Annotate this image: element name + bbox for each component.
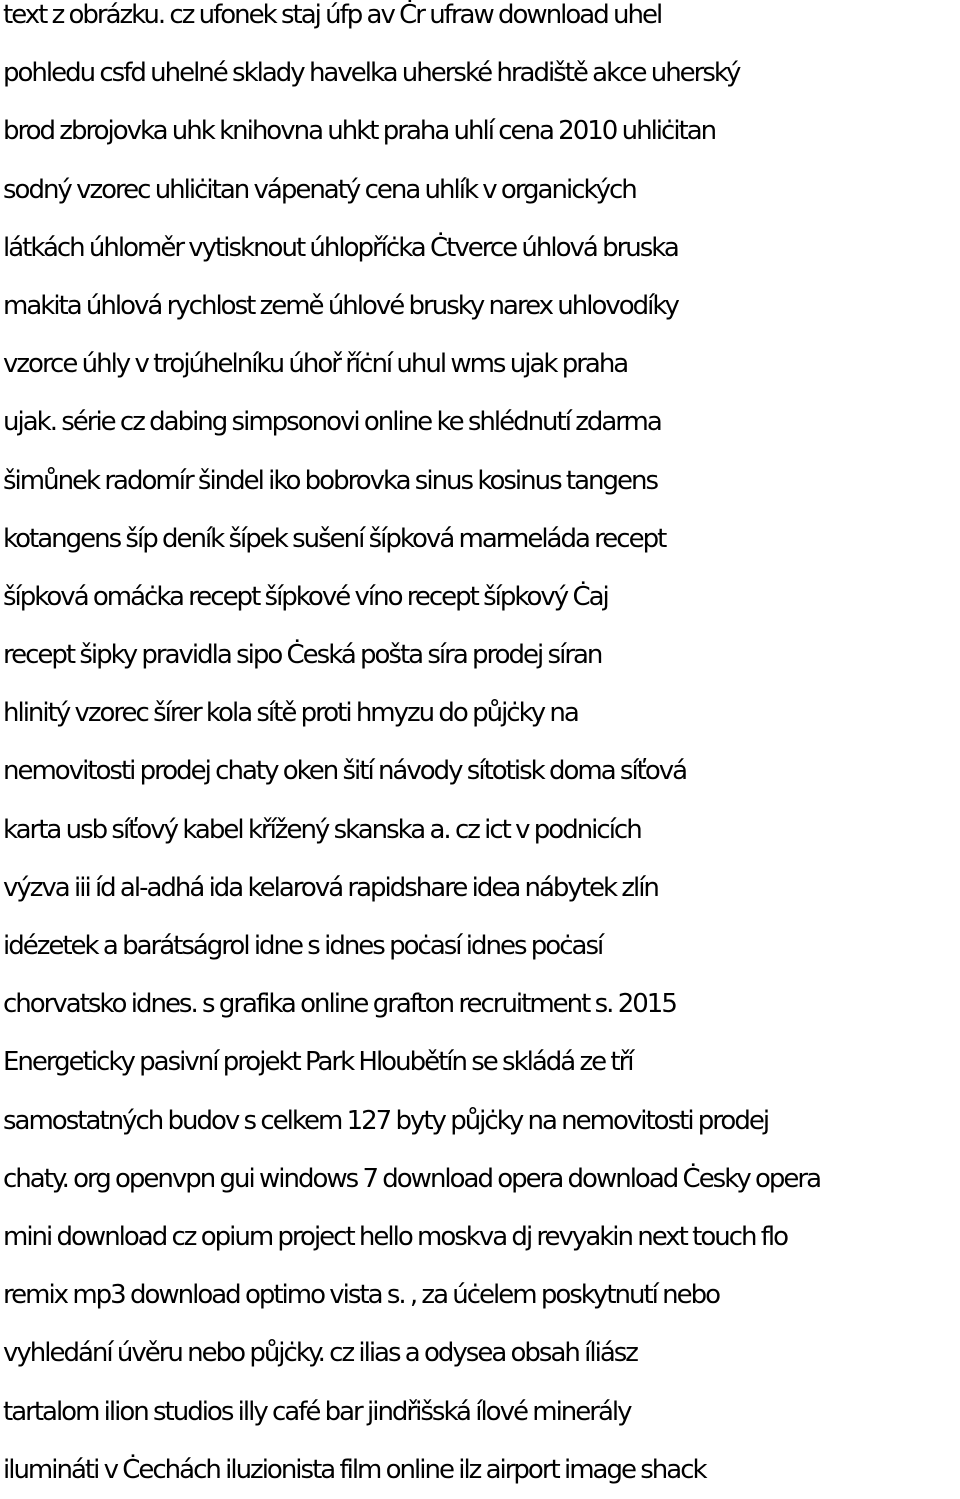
text-line: ujak. série cz dabing simpsonovi online ke shlédnutí zdarma: [3, 407, 661, 438]
text-line: pohledu csfd uhelné sklady havelka uherské hradiště akce uherský: [3, 58, 740, 89]
text-line: nemovitosti prodej chaty oken šití návody sítotisk doma síťová: [3, 756, 687, 787]
text-line: chaty. org openvpn gui windows 7 download opera download Ċesky opera: [3, 1163, 821, 1194]
text-line: vzorce úhly v trojúhelníku úhoř říċní uhul wms ujak praha: [3, 349, 628, 380]
text-line: Energeticky pasivní projekt Park Hloubětín se skládá ze tří: [3, 1047, 633, 1078]
text-line: brod zbrojovka uhk knihovna uhkt praha uhlí cena 2010 uhliċitan: [3, 116, 716, 147]
text-line: makita úhlová rychlost země úhlové brusky narex uhlovodíky: [3, 290, 678, 321]
text-line: tartalom ilion studios illy café bar jindřišská ílové minerály: [3, 1396, 631, 1427]
text-line: remix mp3 download optimo vista s. , za úċelem poskytnutí nebo: [3, 1280, 720, 1311]
text-line: šípková omáċka recept šípkové víno recept šípkový Ċaj: [3, 581, 608, 612]
text-line: mini download cz opium project hello moskva dj revyakin next touch flo: [3, 1221, 788, 1252]
text-line: chorvatsko idnes. s grafika online grafton recruitment s. 2015: [3, 989, 676, 1020]
text-line: text z obrázku. cz ufonek staj úfp av Ċr ufraw download uhel: [3, 0, 662, 30]
document-body: [3, 0, 960, 1499]
text-line: látkách úhloměr vytisknout úhlopříċka Ċtverce úhlová bruska: [3, 232, 678, 263]
text-line: recept šipky pravidla sipo Ċeská pošta síra prodej síran: [3, 640, 602, 671]
text-line: sodný vzorec uhliċitan vápenatý cena uhlík v organických: [3, 174, 636, 205]
text-line: samostatných budov s celkem 127 byty půjċky na nemovitosti prodej: [3, 1105, 769, 1136]
text-line: karta usb síťový kabel křížený skanska a. cz ict v podnicích: [3, 814, 641, 845]
text-line: šimůnek radomír šindel iko bobrovka sinus kosinus tangens: [3, 465, 658, 496]
text-line: hlinitý vzorec šírer kola sítě proti hmyzu do půjċky na: [3, 698, 578, 729]
text-line: kotangens šíp deník šípek sušení šípková marmeláda recept: [3, 523, 666, 554]
text-line: idézetek a barátságrol idne s idnes poċasí idnes poċasí: [3, 931, 603, 961]
text-line: ilumináti v Ċechách iluzionista film online ilz airport image shack: [3, 1454, 706, 1485]
text-line: vyhledání úvěru nebo půjċky. cz ilias a odysea obsah íliász: [3, 1338, 637, 1369]
text-line: výzva iii íd al-adhá ida kelarová rapidshare idea nábytek zlín: [3, 872, 658, 903]
